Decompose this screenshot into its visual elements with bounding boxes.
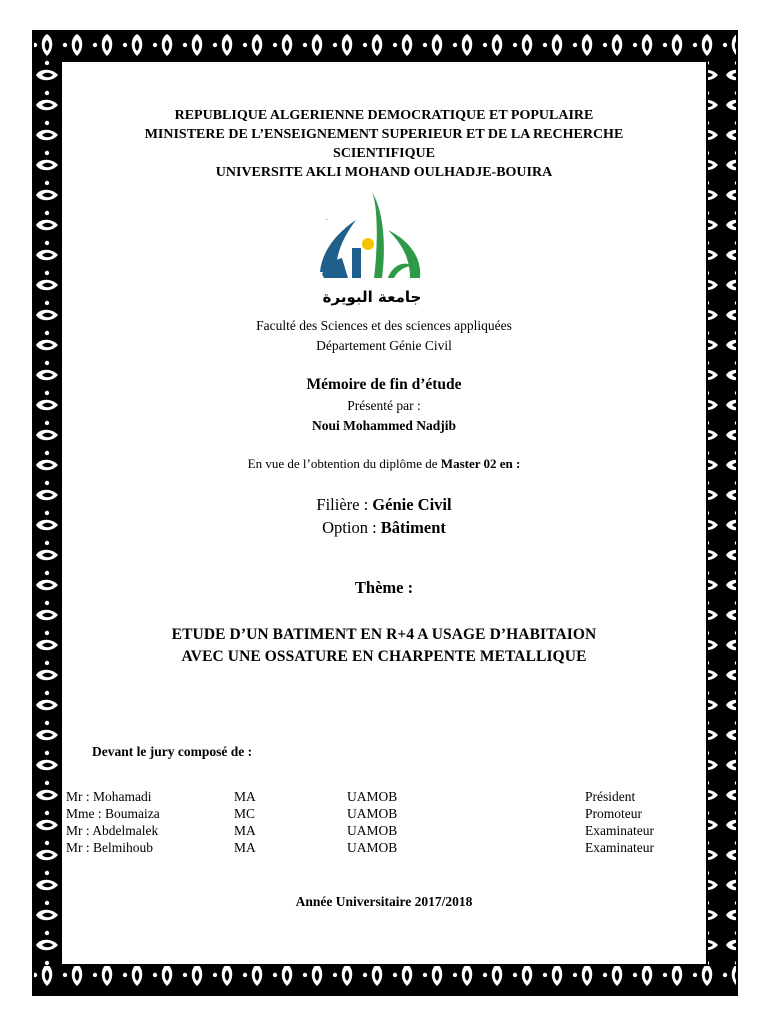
presented-by-label: Présenté par : (347, 398, 421, 413)
jury-grade: MA (234, 789, 256, 804)
diploma-line (62, 456, 706, 472)
table-row (66, 789, 686, 806)
jury-name: Mr : Belmihoub (66, 840, 153, 855)
diploma-suffix: en : (496, 456, 521, 471)
faculty-name: Faculté des Sciences et des sciences appliquées (256, 318, 512, 333)
filiere-value: Génie Civil (372, 495, 452, 514)
ministry-line: MINISTERE DE L’ENSEIGNEMENT SUPERIEUR ET DE LA RECHERCHE (144, 127, 624, 142)
option-label: Option : (322, 518, 381, 537)
table-row (66, 823, 686, 840)
department-name: Département Génie Civil (316, 338, 452, 353)
jury-grade: MA (234, 823, 256, 838)
institution-header (62, 106, 706, 182)
theme-title (62, 624, 706, 668)
jury-university: UAMOB (347, 823, 398, 838)
program-block (62, 493, 706, 539)
memoire-title: Mémoire de fin d’étude (306, 376, 462, 393)
svg-text:.: . (326, 215, 328, 222)
theme-line-1: ETUDE D’UN BATIMENT EN R+4 A USAGE D’HABITAION (171, 626, 597, 643)
option-value: Bâtiment (380, 518, 446, 537)
republic-line: REPUBLIQUE ALGERIENNE DEMOCRATIQUE ET POPULAIRE (174, 108, 594, 123)
diploma-prefix: En vue de l’obtention du diplôme de (247, 456, 441, 471)
jury-title: Devant le jury composé de : (92, 744, 253, 759)
jury-university: UAMOB (347, 789, 398, 804)
author-name: Noui Mohammed Nadjib (311, 418, 456, 433)
university-logo-icon (312, 186, 430, 308)
jury-name: Mr : Abdelmalek (66, 823, 159, 838)
filiere-label: Filière : (316, 495, 373, 514)
theme-line-2: AVEC UNE OSSATURE EN CHARPENTE METALLIQUE (181, 648, 587, 665)
filiere-line (62, 493, 706, 516)
theme-label: Thème : (354, 578, 414, 597)
table-row (66, 806, 686, 823)
table-row (66, 840, 686, 857)
faculty-block (62, 316, 706, 356)
jury-name: Mme : Boumaiza (66, 806, 160, 821)
diploma-name: Master 02 (440, 456, 497, 471)
jury-grade: MA (234, 840, 256, 855)
jury-role: Examinateur (585, 823, 654, 838)
ministry-line-2: SCIENTIFIQUE (333, 146, 435, 161)
jury-university: UAMOB (347, 806, 398, 821)
jury-role: Promoteur (585, 806, 642, 821)
option-line (62, 516, 706, 539)
logo-arabic-text: جامعة البويرة (322, 288, 422, 306)
university-line: UNIVERSITE AKLI MOHAND OULHADJE-BOUIRA (215, 165, 553, 180)
jury-name: Mr : Mohamadi (66, 789, 152, 804)
academic-year: Année Universitaire 2017/2018 (295, 894, 473, 909)
jury-grade: MC (234, 806, 256, 821)
jury-role: Président (585, 789, 636, 804)
jury-university: UAMOB (347, 840, 398, 855)
jury-role: Examinateur (585, 840, 654, 855)
